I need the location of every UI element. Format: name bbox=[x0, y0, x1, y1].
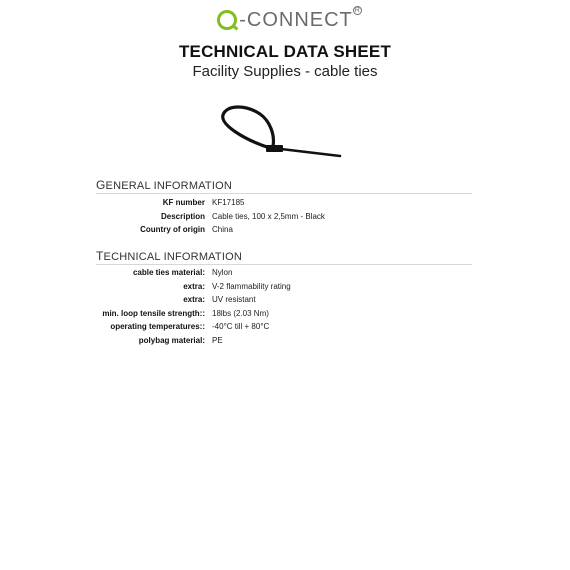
info-row bbox=[0, 210, 570, 224]
technical-heading-initial: T bbox=[96, 249, 104, 263]
spec-value: V-2 flammability rating bbox=[212, 281, 291, 291]
spec-value: Nylon bbox=[212, 268, 233, 277]
spec-value: -40°C till + 80°C bbox=[212, 322, 270, 332]
spec-label: extra: bbox=[183, 295, 205, 305]
q-connect-logo bbox=[0, 7, 570, 36]
spec-row bbox=[0, 334, 570, 348]
spec-value: PE bbox=[212, 335, 223, 345]
spec-row bbox=[0, 307, 570, 321]
general-information-heading bbox=[96, 178, 472, 194]
info-value: KF17185 bbox=[212, 198, 245, 207]
general-heading-rest: ENERAL INFORMATION bbox=[105, 180, 232, 192]
general-heading-initial: G bbox=[96, 178, 106, 192]
spec-label: min. loop tensile strength:: bbox=[102, 308, 205, 318]
spec-row bbox=[0, 320, 570, 334]
page-subtitle: Facility Supplies - cable ties bbox=[192, 63, 378, 80]
logo-q-icon bbox=[217, 10, 237, 30]
spec-label: polybag material: bbox=[138, 335, 205, 345]
general-information-rows bbox=[0, 196, 570, 237]
spec-value: UV resistant bbox=[212, 295, 256, 305]
cable-tie-icon bbox=[215, 100, 350, 170]
technical-information-heading bbox=[96, 249, 472, 265]
spec-label: cable ties material: bbox=[132, 268, 205, 277]
info-value: Cable ties, 100 x 2,5mm - Black bbox=[212, 211, 325, 221]
spec-row bbox=[0, 266, 570, 280]
spec-label: operating temperatures:: bbox=[110, 322, 205, 332]
info-label: Description bbox=[160, 211, 205, 221]
info-label: Country of origin bbox=[140, 225, 205, 235]
info-value: China bbox=[212, 225, 233, 235]
spec-row bbox=[0, 280, 570, 294]
logo-wordmark bbox=[217, 7, 360, 31]
technical-information-rows bbox=[0, 266, 570, 348]
info-label: KF number bbox=[162, 198, 205, 207]
logo-text: -CONNECT bbox=[239, 9, 353, 31]
technical-heading-rest: ECHNICAL INFORMATION bbox=[103, 251, 242, 263]
info-row bbox=[0, 196, 570, 210]
info-row bbox=[0, 223, 570, 237]
spec-row bbox=[0, 293, 570, 307]
page-title: TECHNICAL DATA SHEET bbox=[178, 42, 392, 61]
spec-value: 18lbs (2.03 Nm) bbox=[212, 308, 269, 318]
registered-mark-icon: R bbox=[354, 7, 360, 14]
spec-label: extra: bbox=[183, 281, 205, 291]
